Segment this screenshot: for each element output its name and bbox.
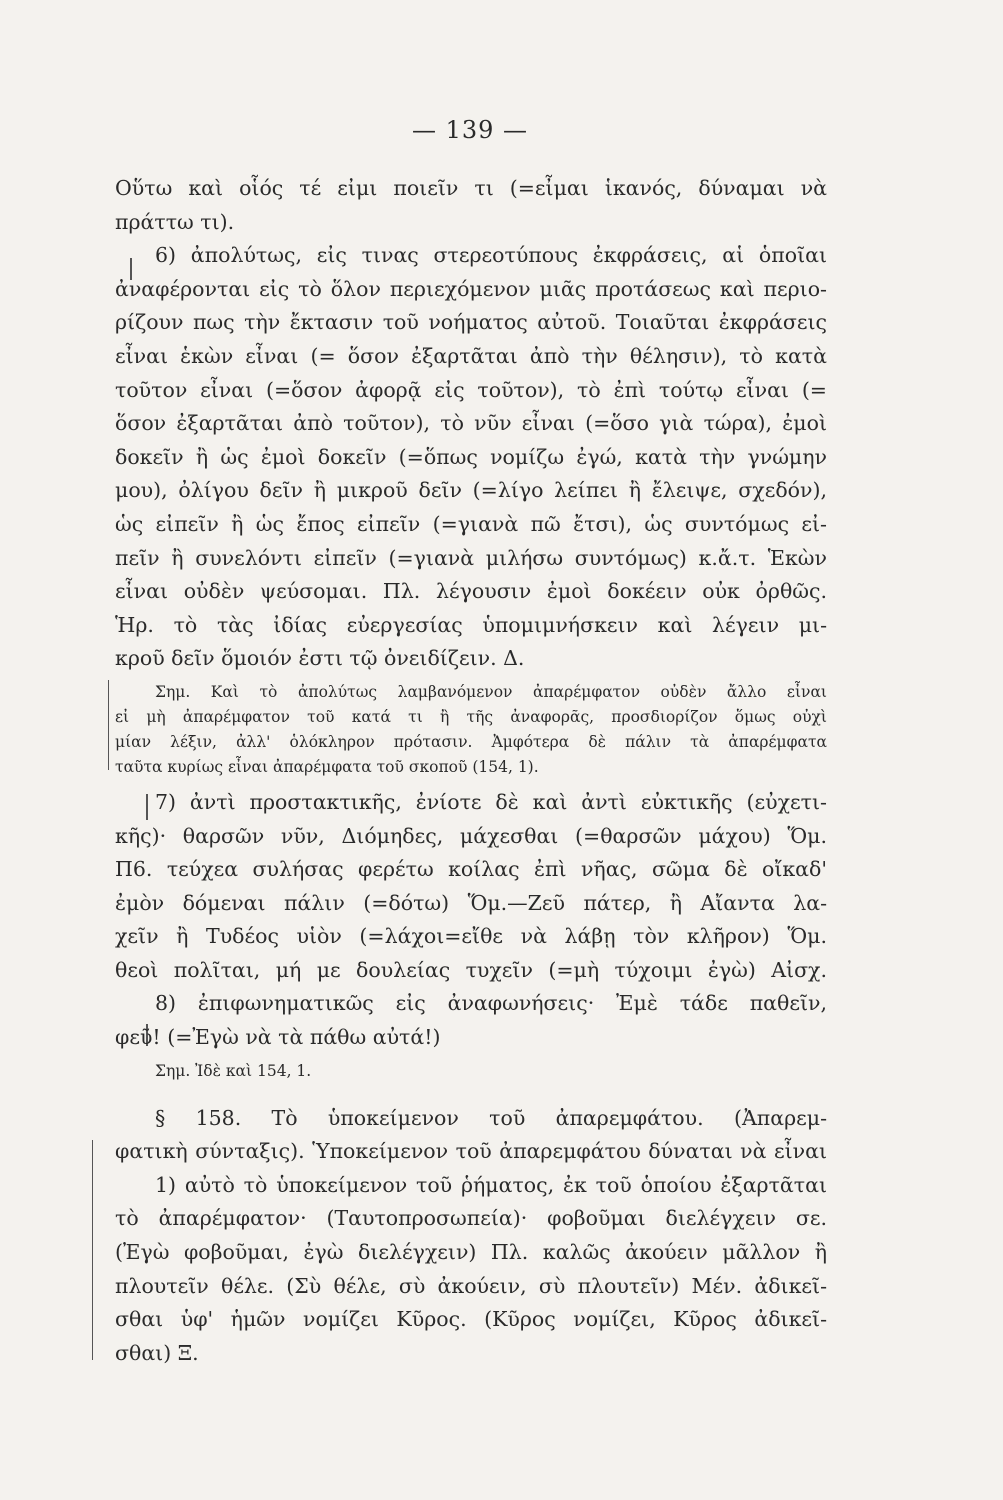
text-line: θεοὶ πολῖται, μή με δουλείας τυχεῖν (=μὴ τύχοιμι ἐγὼ) Αἰσχ. xyxy=(115,957,827,982)
text-line: εἶναι ἑκὼν εἶναι (= ὅσον ἐξαρτᾶται ἀπὸ τὴν θέλησιν), τὸ κατὰ xyxy=(115,343,827,368)
text-line: σθαι) Ξ. xyxy=(115,1340,199,1365)
text-line: σθαι ὑφ' ἡμῶν νομίζει Κῦρος. (Κῦρος νομίζει, Κῦρος ἀδικεῖ- xyxy=(115,1307,827,1332)
text-line: φεῦ! (=Ἐγὼ νὰ τὰ πάθω αὐτά!) xyxy=(115,1025,441,1050)
page-body xyxy=(115,172,827,1370)
text-line: Π6. τεύχεα συλήσας φερέτω κοίλας ἐπὶ νῆας, σῶμα δὲ οἴκαδ' xyxy=(115,857,827,882)
text-line: φατικὴ σύνταξις). Ὑποκείμενον τοῦ ἀπαρεμφάτου δύναται νὰ εἶναι xyxy=(115,1139,827,1164)
text-line: τὸ ἀπαρέμφατον· (Ταυτοπροσωπεία)· φοβοῦμαι διελέγχειν σε. xyxy=(115,1206,827,1231)
text-line: δοκεῖν ἢ ὡς ἐμοὶ δοκεῖν (=ὅπως νομίζω ἐγώ, κατὰ τὴν γνώμην xyxy=(115,444,827,469)
text-line: εἶναι οὐδὲν ψεύσομαι. Πλ. λέγουσιν ἐμοὶ δοκέειν οὐκ ὀρθῶς. xyxy=(115,579,827,604)
note-line: ταῦτα κυρίως εἶναι ἀπαρέμφατα τοῦ σκοποῦ (154, 1). xyxy=(115,757,539,776)
text-line: 7) ἀντὶ προστακτικῆς, ἐνίοτε δὲ καὶ ἀντὶ εὐκτικῆς (εὐχετι- xyxy=(155,789,827,814)
text-line: ρίζουν πως τὴν ἔκτασιν τοῦ νοήματος αὐτοῦ. Τοιαῦται ἐκφράσεις xyxy=(115,310,827,335)
text-line: πεῖν ἢ συνελόντι εἰπεῖν (=γιανὰ μιλήσω συντόμως) κ.ἄ.τ. Ἑκὼν xyxy=(115,545,827,570)
margin-mark xyxy=(108,680,109,770)
text-line: πράττω τι). xyxy=(115,209,235,234)
text-line: κροῦ δεῖν ὅμοιόν ἐστι τῷ ὀνειδίζειν. Δ. xyxy=(115,646,525,671)
text-line: χεῖν ἢ Τυδέος υἱὸν (=λάχοι=εἴθε νὰ λάβῃ τὸν κλῆρον) Ὅμ. xyxy=(115,924,827,949)
footnote-block xyxy=(115,680,827,780)
text-line: 6) ἀπολύτως, εἰς τινας στερεοτύπους ἐκφράσεις, αἱ ὁποῖαι xyxy=(155,243,827,268)
note-line: μίαν λέξιν, ἀλλ' ὁλόκληρον πρότασιν. Ἀμφότερα δὲ πάλιν τὰ ἀπαρέμφατα xyxy=(115,732,827,751)
spacer xyxy=(115,1090,827,1102)
margin-mark xyxy=(92,1140,93,1360)
note-line: Σημ. Ἰδὲ καὶ 154, 1. xyxy=(155,1061,312,1080)
text-line: κῆς)· θαρσῶν νῦν, Διόμηδες, μάχεσθαι (=θαρσῶν μάχου) Ὅμ. xyxy=(115,823,827,848)
text-line: (Ἐγὼ φοβοῦμαι, ἐγὼ διελέγχειν) Πλ. καλῶς ἀκούειν μᾶλλον ἢ xyxy=(115,1240,827,1265)
text-line: Οὕτω καὶ οἷός τέ εἰμι ποιεῖν τι (=εἶμαι ἱκανός, δύναμαι νὰ xyxy=(115,176,827,200)
section-heading-line: § 158. Τὸ ὑποκείμενον τοῦ ἀπαρεμφάτου. (Ἀπαρεμ- xyxy=(155,1105,827,1130)
text-line: ὅσον ἐξαρτᾶται ἀπὸ τοῦτον), τὸ νῦν εἶναι (=ὅσο γιὰ τώρα), ἐμοὶ xyxy=(115,411,827,436)
text-line: ἀναφέρονται εἰς τὸ ὅλον περιεχόμενον μιᾶς προτάσεως καὶ περιο- xyxy=(115,276,827,301)
text-line: ὡς εἰπεῖν ἢ ὡς ἔπος εἰπεῖν (=γιανὰ πῶ ἔτσι), ὡς συντόμως εἰ- xyxy=(115,511,827,536)
text-line: ἐμὸν δόμεναι πάλιν (=δότω) Ὅμ.—Ζεῦ πάτερ, ἢ Αἴαντα λα- xyxy=(115,890,827,915)
note-line: Σημ. Καὶ τὸ ἀπολύτως λαμβανόμενον ἀπαρέμφατον οὐδὲν ἄλλο εἶναι xyxy=(155,682,827,701)
text-line: 8) ἐπιφωνηματικῶς εἰς ἀναφωνήσεις· Ἐμὲ τάδε παθεῖν, xyxy=(155,991,827,1016)
footnote-block xyxy=(115,1059,827,1084)
text-line: 1) αὐτὸ τὸ ὑποκείμενον τοῦ ῥήματος, ἐκ τοῦ ὁποίου ἐξαρτᾶται xyxy=(155,1172,827,1197)
text-line: πλουτεῖν θέλε. (Σὺ θέλε, σὺ ἀκούειν, σὺ πλουτεῖν) Μέν. ἀδικεῖ- xyxy=(115,1273,827,1298)
page-number: — 139 — xyxy=(411,116,529,144)
text-line: Ἡρ. τὸ τὰς ἰδίας εὐεργεσίας ὑπομιμνήσκειν καὶ λέγειν μι- xyxy=(115,612,827,637)
text-line: μου), ὀλίγου δεῖν ἢ μικροῦ δεῖν (=λίγο λείπει ἢ ἔλειψε, σχεδόν), xyxy=(115,478,827,503)
text-line: τοῦτον εἶναι (=ὅσον ἀφορᾷ εἰς τοῦτον), τὸ ἐπὶ τούτῳ εἶναι (= xyxy=(115,377,827,402)
note-line: εἰ μὴ ἀπαρέμφατον τοῦ κατά τι ἢ τῆς ἀναφορᾶς, προσδιορίζον ὅμως οὐχὶ xyxy=(115,707,827,726)
